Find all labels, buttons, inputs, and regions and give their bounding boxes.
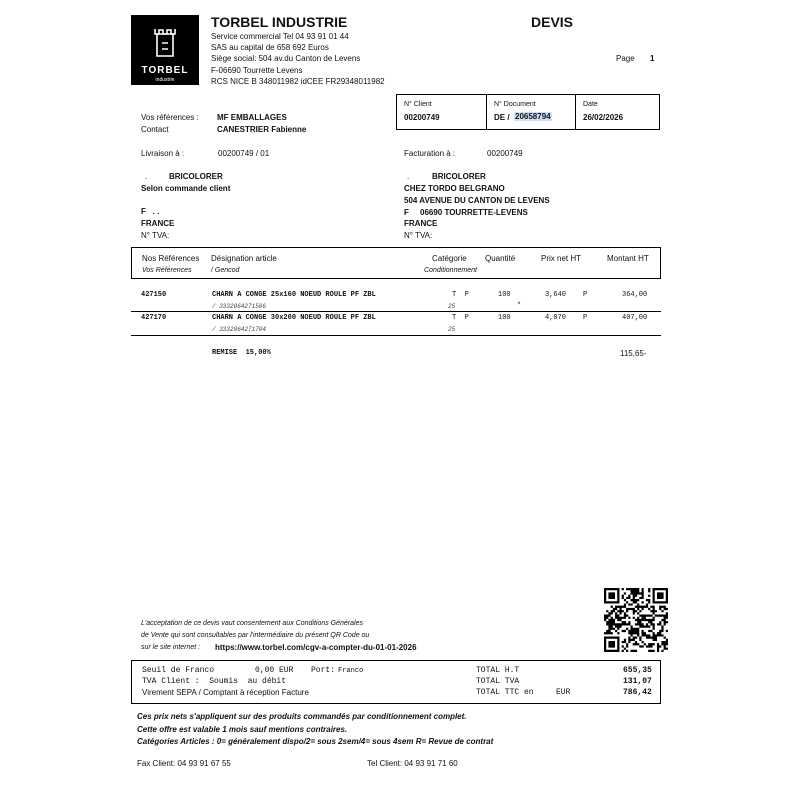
document-number-prefix: DE / bbox=[494, 113, 510, 122]
company-line: Service commercial Tel 04 93 91 01 44 bbox=[211, 32, 349, 41]
terms-text: L'acceptation de ce devis vaut consentement aux Conditions Générales bbox=[141, 620, 363, 627]
company-line: Siège social: 504 av.du Canton de Levens bbox=[211, 54, 361, 63]
header-your-ref: Vos Références bbox=[142, 267, 192, 274]
header-our-ref: Nos Références bbox=[142, 254, 200, 263]
note-line: Cette offre est valable 1 mois sauf mentions contraires. bbox=[137, 725, 348, 734]
delivery-dot: . bbox=[145, 172, 148, 181]
divider bbox=[575, 94, 576, 130]
delivery-line: Selon commande client bbox=[141, 184, 231, 193]
date-value: 26/02/2026 bbox=[583, 113, 624, 122]
terms-url-link[interactable]: https://www.torbel.com/cgv-a-compter-du-01-01-2026 bbox=[215, 643, 417, 652]
total-ttc-currency: EUR bbox=[556, 688, 571, 697]
row-price-code: P bbox=[583, 291, 588, 299]
client-phone: Tel Client: 04 93 91 71 60 bbox=[367, 759, 458, 768]
document-type: DEVIS bbox=[531, 14, 574, 30]
your-references-label: Vos références : bbox=[141, 113, 199, 122]
row-mark: * bbox=[517, 302, 522, 310]
qr-code[interactable] bbox=[604, 588, 668, 652]
discount-label: REMISE 15,00% bbox=[212, 349, 271, 357]
client-number-label: N° Client bbox=[404, 101, 432, 108]
divider bbox=[486, 94, 487, 130]
payment-terms: Virement SEPA / Comptant à réception Facture bbox=[142, 688, 309, 697]
row-amount: 407,00 bbox=[622, 314, 648, 322]
franco-threshold-value: 0,00 EUR bbox=[255, 666, 294, 675]
row-price: 3,640 bbox=[545, 291, 567, 299]
row-quantity: 100 bbox=[498, 291, 511, 299]
billing-name: BRICOLORER bbox=[432, 172, 486, 181]
row-quantity: 100 bbox=[498, 314, 511, 322]
contact-value: CANESTRIER Fabienne bbox=[217, 125, 307, 134]
port-label: Port: bbox=[311, 666, 336, 675]
company-line: RCS NICE B 348011982 idCEE FR29348011982 bbox=[211, 77, 385, 86]
billing-line: F 06690 TOURRETTE-LEVENS bbox=[404, 208, 528, 217]
billing-line: 504 AVENUE DU CANTON DE LEVENS bbox=[404, 196, 550, 205]
header-gencod: / Gencod bbox=[211, 267, 240, 274]
delivery-tva: N° TVA: bbox=[141, 231, 170, 240]
document-number-label: N° Document bbox=[494, 101, 536, 108]
client-number: 00200749 bbox=[404, 113, 440, 122]
row-price: 4,070 bbox=[545, 314, 567, 322]
logo-text: TORBEL bbox=[141, 65, 189, 76]
company-line: F-06690 Tourrette Levens bbox=[211, 66, 303, 75]
row-category: T P bbox=[452, 314, 469, 322]
port-value: Franco bbox=[338, 667, 364, 675]
row-divider bbox=[131, 335, 661, 336]
page-label: Page bbox=[616, 54, 635, 63]
row-packaging: 25 bbox=[448, 303, 456, 310]
delivery-label: Livraison à : bbox=[141, 149, 185, 158]
total-ht-value: 655,35 bbox=[623, 666, 652, 675]
row-price-code: P bbox=[583, 314, 588, 322]
row-ref: 427170 bbox=[141, 314, 167, 322]
total-ttc-label: TOTAL TTC en bbox=[476, 688, 534, 697]
header-amount: Montant HT bbox=[607, 254, 649, 263]
company-logo bbox=[131, 15, 199, 85]
vat-client: TVA Client : Soumis au débit bbox=[142, 677, 287, 686]
delivery-name: BRICOLORER bbox=[169, 172, 223, 181]
page-number: 1 bbox=[650, 54, 655, 63]
row-packaging: 25 bbox=[448, 326, 456, 333]
document-number[interactable]: 20658794 bbox=[515, 112, 551, 121]
row-amount: 364,00 bbox=[622, 291, 648, 299]
billing-value: 00200749 bbox=[487, 149, 523, 158]
header-price: Prix net HT bbox=[541, 254, 582, 263]
franco-threshold-label: Seuil de Franco bbox=[142, 666, 215, 675]
delivery-value: 00200749 / 01 bbox=[218, 149, 270, 158]
delivery-line: F . . bbox=[141, 207, 160, 216]
total-ttc-value: 786,42 bbox=[623, 688, 652, 697]
billing-tva: N° TVA: bbox=[404, 231, 433, 240]
billing-label: Facturation à : bbox=[404, 149, 456, 158]
header-quantity: Quantité bbox=[485, 254, 516, 263]
row-divider bbox=[131, 311, 661, 312]
row-category: T P bbox=[452, 291, 469, 299]
billing-line: CHEZ TORDO BELGRANO bbox=[404, 184, 505, 193]
discount-value: 115,65- bbox=[620, 349, 647, 358]
header-category: Catégorie bbox=[432, 254, 467, 263]
terms-url-prefix: sur le site internet : bbox=[141, 644, 201, 651]
note-line: Catégories Articles : 0= généralement dispo/2= sous 2sem/4= sous 4sem R= Revue de contrat bbox=[137, 737, 494, 746]
billing-dot: . bbox=[407, 172, 410, 181]
terms-text: de Vente qui sont consultables par l'intermédiaire du présent QR Code ou bbox=[141, 632, 370, 639]
row-gencod: / 3332064271704 bbox=[212, 326, 267, 333]
total-ht-label: TOTAL H.T bbox=[476, 666, 520, 675]
row-designation: CHARN A CONGE 30x200 NOEUD ROULE PF ZBL bbox=[212, 314, 376, 322]
billing-country: FRANCE bbox=[404, 219, 438, 228]
total-tva-label: TOTAL TVA bbox=[476, 677, 520, 686]
your-references-value: MF EMBALLAGES bbox=[217, 113, 287, 122]
row-gencod: / 3332064271506 bbox=[212, 303, 267, 310]
date-label: Date bbox=[583, 101, 598, 108]
row-ref: 427150 bbox=[141, 291, 167, 299]
delivery-country: FRANCE bbox=[141, 219, 175, 228]
company-name: TORBEL INDUSTRIE bbox=[211, 14, 348, 30]
header-packaging: Conditionnement bbox=[424, 267, 477, 274]
note-line: Ces prix nets s'appliquent sur des produits commandés par conditionnement complet. bbox=[137, 712, 467, 721]
table-header bbox=[131, 247, 661, 279]
company-line: SAS au capital de 658 692 Euros bbox=[211, 43, 329, 52]
row-designation: CHARN A CONGE 25x160 NOEUD ROULE PF ZBL bbox=[212, 291, 376, 299]
logo-subtext: industrie bbox=[155, 77, 175, 83]
contact-label: Contact bbox=[141, 125, 169, 134]
qr-code-pattern bbox=[604, 588, 668, 652]
client-fax: Fax Client: 04 93 91 67 55 bbox=[137, 759, 231, 768]
tower-icon bbox=[131, 23, 199, 63]
header-designation: Désignation article bbox=[211, 254, 277, 263]
total-tva-value: 131,07 bbox=[623, 677, 652, 686]
